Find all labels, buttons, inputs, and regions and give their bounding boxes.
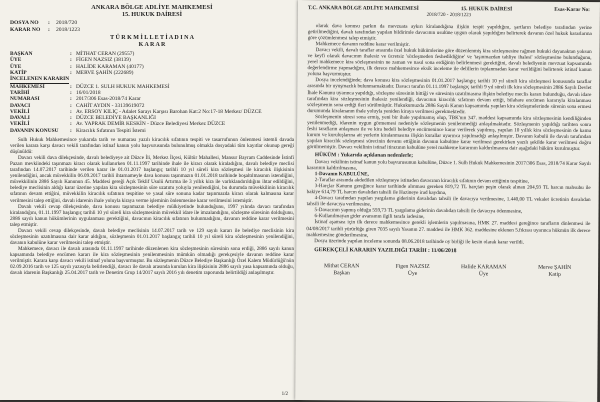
- court-name: ANKARA BÖLGE ADLİYE MAHKEMESİ: [91, 4, 213, 11]
- paragraph: Davacı vekili, davalı taraflar arasında özel hukuk hükümlerine göre düzenlenmiş kira sözleşmesine rağmen hukuki dayanaktan yoksun ve keyfi olarak davacının ihalesiz ve ücretsiz 'sözleşmeden feshedildiğine' ve 'taşınmazdan tahliye ihalesi' sözleşmesine bulunduğunu, yerel mahkemece kira sözleşmesinin ne zaman ve nasıl sona erdiğinin belirlenmesi gerektiğini, davalı belediyenin mevzuat kapsamında değerlendirme yapmadığını, ilk derece mahkemesince eksik inceleme ile delillerin toplanmadan karar verildiğini belirterek istinaf kanun yoluna başvurmuştur.: [307, 47, 592, 78]
- paragraph: Sulh Hukuk Mahkemesince yukarıda tarih ve numarası yazılı kiracılık sıfatının tespiti ve tasarrufunun önlenmesi istemli davada verilen karara karşı davacı vekili tarafından istinaf kanun yolu başvurusunda bulunulmuş olmakla dosyadaki tüm kayıtlar okunup gereği düşünüldü:: [10, 137, 294, 156]
- paragraph: Davacı vekili dava dilekçesinde, davalı belediyeye ait Düzce İli, Merkez İlçesi, Kültür Mahallesi, Mansur Bayram Caddesinde İstinfi Pazarı mevkiindeki taşınmazı kiracı olarak kullanırken 01.11.1997 tarihinde ihale ile kiracı olarak kiraladığını, davalı belediye meclisi tarafından 14.07.2017 tarihinde verilen karar ile 01.01.2017 başlangıç tarihli 10 yıl süreli kira sözleşmesi ile kiracılık ilişkisinin yenilendiğini, ancak müvekkilin 06.09.2017 tarihli ihtarnameyle dava konusu taşınmazın 01.01.2018 tarihinde boşaltılmasının istendiğini, müvekkilinin 2886 Sayılı Kanunun 45. Maddesi gereği Açık Teklif Usulü Artırma ile 3 yıllık kira ile varlıklandırıldığını ihtar edildiğini, belediye meclisinin aldığı karar üzerine yapılan kira sözleşmesinin süre uzatımı yoluyla yenilendiğini, bu durumda müvekkilinin kiracılık sıfatının devam ettiğini, müvekkilin kiracılık sıfatının tespitine ve yasal süre sonuna kadar taşınmazda kiracı olarak kalmasına karar verilmesini talep ettiğini, davalı idarenin ihale yoluyla kiraya verme işleminin önlenmesine karar verilmesini istemiştir.: [10, 155, 294, 204]
- decision-body: [10, 137, 294, 276]
- verdict-item: Davacı vekilinin istinaf kanun yolu başvurusunun kabulüne, Düzce 1. Sulh Hukuk Mahkemesinin 2017/306 Esas, 2018/74 Karar Sayılı kararının kaldırılmasına,: [306, 159, 591, 172]
- file-number: 2018/720 - 2018/1223: [426, 12, 472, 19]
- paragraph: Mahkemece davanın reddine karar verilmiştir.: [315, 41, 410, 48]
- examined-label: İNCELENEN KARARIN: [10, 76, 70, 83]
- meta-row: KARAR NO : 2018/1223: [10, 26, 80, 33]
- signature: Halide KARAMAN Üye: [461, 263, 507, 277]
- reasoned-date: GEREKÇELİ KARARIN YAZILDIĞI TARİH : 11/06/2018: [314, 246, 457, 254]
- paragraph: Mahkemece, davacı ile davalı arasında 01.11.1997 tarihinde düzenlenen kira sözleşmesinin süresinin sona erdiği, 2886 sayılı kanun kapsamında belediye encümen kararı ile kira sözleşmesinin yenilenmesinin mümkün olmadığı gerekçesiyle davanın reddine karar verilmiştir. Karara karşı davacı vekili istinaf yoluna başvurmuştur. Bu sözleşmenin Düzce Belediye Başkanlığı Özel Kalem Müdürlüğü'nün 02.09.2016 tarih ve 125 sayılı yazısıyla belirlendiği, davacı ile davalı arasında kurulan kira ilişkisinin 2886 sayılı yasa kapsamında olduğu, davalı idarenin Başkanlığı 25.04.2017 tarih ve Denetim Grup 14/2017 sayılı 2016 yılı denetim raporunda belirtildiği anlaşılmıştır.: [10, 245, 294, 277]
- signature: Merve ŞAHİN Katip: [538, 264, 572, 278]
- paragraph: Davacı vekili cevap dilekçesinde, davalı belediye meclisinin 14.07.2017 tarih ve 129 sayılı kararı ile belediye meclisinin kira sözleşmesinin uzatılmasına dair karar aldığını, sözleşmenin 01.01.2017 başlangıç tarihli 10 yıl süreli kira sözleşmesinin yenilendiğini, davanın kabulüne karar verilmesini talep etmiştir.: [10, 227, 294, 246]
- verdict-item: 4-Davacı tarafından yapılan yargılama giderinin davalıdan tahsili ile davacıya verilmesine, 1.440,00 TL vekalet ücretinin davalıdan tahsili ile davacıya verilmesine,: [306, 195, 591, 208]
- verdict-item: 2-Taraflar arasında akdedilen sözleşmeye istinaden davacının kiracılık sıfatının devam ettiğinin tespitine,: [314, 177, 529, 185]
- verdict-heading: HÜKÜM : Yukarıda açıklanan nedenlerle;: [314, 152, 414, 159]
- paragraph: olarak dava konusu parkın da mevzuata aykırı kiralandığına ilişkin tespit yapıldığını, şartların belediye tarafından yerine getirilmediğini, davalı tarafından yapılan bildirimle davacının usulüne uygun olarak yapıldığını belirterek davanın özel hukuk kararlarına göre çözümlenmesi talep etmiştir.: [307, 23, 592, 42]
- page-header: T.C. ANKARA BÖLGE ADLİYE MAHKEMESİ 15. HUKUK DAİRESİ Esas-Karar No:: [307, 5, 590, 14]
- paragraph: Sözleşmenin süresi sona ermiş, yeni bir ihale yapılmamış olup, TBK'nın 347. maddesi kapsamında kira sözleşmesinin kendiliğinden yenilenmediği, idarenin uygun görmemesi nedeniyle sözleşmenin yenilenmediği anlaşılmaktadır. Sözleşmenin yapıldığı tarihten sonra feshi tarafların anlaşması ile ve kira bedeli belediye encümenince karar verilerek yapılmış, yapılan 10 yıllık kira sözleşmesinin de kamu kurum ve kuruluşlarına ait yerlerin kiralanmasına ilişkin kurallar uyarınca yapılmadığı anlaşılmıştır. Davanın kabulü ile davalı tarafından yapılan kiracılık sözleşmesi sürecinin devamı ettiğinin davanın kabulüne karar verilmesi gerekirken yazılı şekilde karar verilmesi doğru görülmemiştir. Davacı vekilinin istinaf itirazının kabulüne yerel mahkeme kararının kaldırılmasına dair aşağıdaki hüküm kurulmuştur.: [306, 113, 592, 152]
- signature: Figen NAZSIZ Üye: [395, 263, 430, 277]
- verdict-item: 5-Davacının yapmış olduğu 559,73 TL yargılama giderinin davalıdan tahsili ile davacıya ödenmesine,: [314, 207, 523, 215]
- decision-page-2: [295, 0, 600, 402]
- verdict-item: 1-Davanın KABULÜNE,: [314, 171, 369, 178]
- nation-title: T Ü R K M İ L L E T İ A D I N A K A R A R: [110, 35, 194, 49]
- signature-block: [306, 263, 590, 278]
- page-number: 1/2: [281, 392, 288, 397]
- final-statement: Dosya üzerinde yapılan inceleme sonunda 08.06.2018 tarihinde oy birliği ile kesin olarak karar verildi.: [314, 237, 524, 246]
- decision-body: [307, 23, 592, 152]
- meta-row: DOSYA NO : 2018/720: [10, 20, 78, 26]
- panel-list: BAŞKAN : MİTHAT CERAN (29557) ÜYE : FİGEN NAZSIZ (38139) ÜYE : HALİDE KARAMAN (40177) KATİP : MERVE ŞAHİN (222689) İNCELENEN KARARIN MAHKEMESİ : DÜZCE 1. SULH HUKUK MAHKEMESİ TARİHİ : 16/01/2018 NUMARASI : 2017/306 Esas-2018/74 Karar DAVACI : CAHİT AYDIN - 33139619072 VEKİLİ : Av. ERSOY KILIÇ - Adalet Sarayı Karşısı Barohan Kat:2 No:17-18 Merkez/ DÜZCE DAVALI : DÜZCE BELEDİYE BAŞKANLIĞI VEKİLİ : Av. YAPRAK DEMİR KESKİN - Düzce Belediyesi Merkez DÜZCE DAVANIN KONUSU : Kiracılık Sıfatının Tespiti İstemi: [10, 51, 262, 134]
- file-meta: [10, 20, 294, 33]
- paragraph: Dosya incelendiğinde; dava konusu kira sözleşmesinin 01.01.2017 başlangıç tarihli 10 yıl süreli kira sözleşmesi konusunda taraflar arasında bir uyuşmazlık bulunmamaktadır. Davacı tarafın 01.11.1997 başlangıç tarihli 9 yıl süreli ilk kira sözleşmesinin 2886 Sayılı Devlet İhale Kanunu uyarınca yapıldığı, sözleşme süresinin bittiği ve süresinin uzatılmasına ilişkin belediye meclis kararı bulunduğu, davalı idare tarafından kira sözleşmesinin ihalesiz yenilendiği, davacının kiracılık sıfatının devam ettiği, bilahare encümen kararıyla kiralanması sözleşmenin sona erdiği ileri sürülmüştür. Hukukumuzda 2886 Sayılı Kanun kapsamında yapılan kira sözleşmelerinde sürenin sona ermesi durumunda kiralananın ihale yoluyla yeniden kiraya verilmesi gerekmektedir.: [307, 77, 592, 115]
- chamber-name: 15. HUKUK DAİRESİ: [122, 11, 182, 18]
- signature: Mithat CERAN Başkan: [323, 262, 360, 277]
- paragraph: Davalı vekili cevap dilekçesinde, dava konusu taşınmazın belediye mülkiyetinde bulunduğunu, 1997 yılında davacı tarafından kiralandığını, 01.11.1997 başlangıç tarihli 10 yıl süreli kira sözleşmesinin müvekkil idare ile imzalandığını, sözleşme süresinin dolduğunu, 2886 sayılı kanun hükümlerinin uygulanması gerektiğini, davacının kiracılık sıfatının bulunmadığını, davanın reddine karar verilmesini talep etmiştir.: [10, 203, 294, 228]
- verdict-item: 3-Harçlar Kanunu gereğince karar tarihinde alınması gereken 819,72 TL harçtan peşin olarak alınan 204,93 TL harcın mahsubu ile bakiye 614,79 TL harcın davalıdan tahsili ile Hazineye irad kaydına,: [306, 183, 591, 197]
- verdict-item: 6-Kullanılmayan gider avansının ilgili tarafa iadesine,: [314, 213, 425, 221]
- verdict-items: [306, 159, 591, 246]
- verdict-item: İstinaf aşaması için ilk derece mahkemesince gerekli işlemlerin yapılmasına, HMK 27. maddesi gereğince tarafların dinlenmesi ile 04/08/2017 tarihli yürürlüğe giren 7035 sayılı Yasanın 27. maddesi ile HMK 362. maddesine eklenen 5.fıkrası uyarınca hükmün ilk derece mahkemesine gönderilmesine,: [306, 219, 591, 239]
